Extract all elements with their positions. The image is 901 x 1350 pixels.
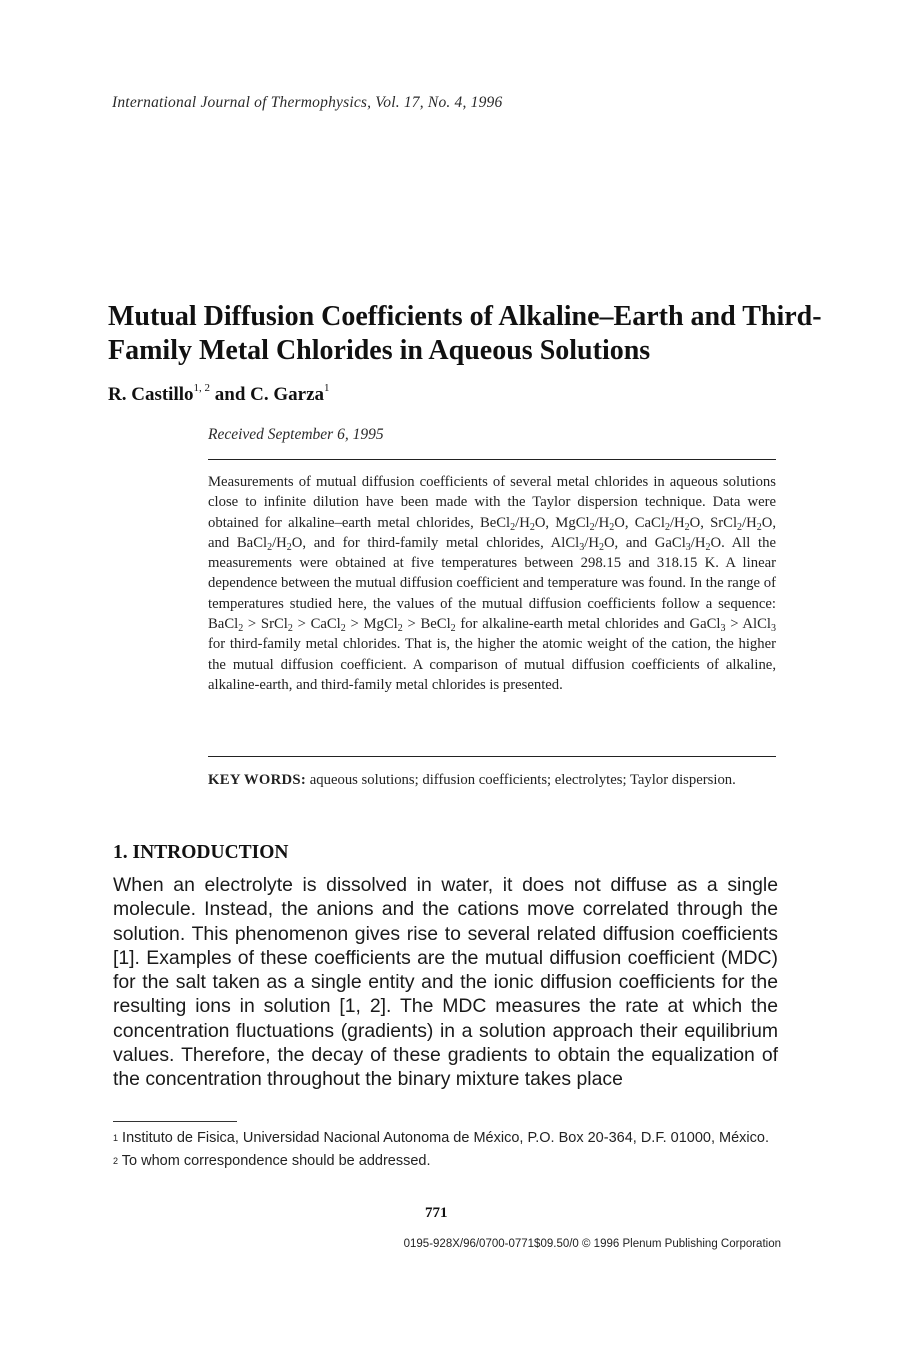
keywords-label: KEY WORDS:	[208, 772, 307, 788]
author-separator: and	[214, 384, 246, 405]
author-name: C. Garza	[250, 384, 325, 405]
page-number: 771	[425, 1205, 448, 1221]
author-line	[108, 384, 330, 406]
footnote-rule	[113, 1121, 237, 1122]
affiliation-marker: 1	[324, 382, 330, 394]
copyright-line: 0195-928X/96/0700-0771$09.50/0 © 1996 Plenum Publishing Corporation	[403, 1238, 781, 1250]
section-heading: 1. INTRODUCTION	[113, 842, 289, 863]
abstract-bottom-rule	[208, 756, 776, 757]
author-name: R. Castillo	[108, 384, 194, 405]
affiliation-marker: 1, 2	[193, 382, 210, 394]
abstract-top-rule	[208, 459, 776, 460]
article-title: Mutual Diffusion Coefficients of Alkaline–Earth and Third-Family Metal Chlorides in Aqueous Solutions	[108, 301, 822, 366]
footnotes	[113, 1128, 783, 1173]
footnote: $^1$ Instituto de Fisica, Universidad Nacional Autonoma de México, P.O. Box 20-364, D.F. 01000, México.	[113, 1130, 769, 1146]
received-date: Received September 6, 1995	[208, 426, 384, 443]
keywords-text: aqueous solutions; diffusion coefficients; electrolytes; Taylor dispersion.	[306, 772, 736, 788]
abstract: Measurements of mutual diffusion coefficients of several metal chlorides in aqueous solutions close to infinite dilution have been made with the Taylor dispersion technique. Data were obtained for alkaline–earth metal chlorides, $BeCl_2/H_2O$, $MgCl_2/H_2O$, $CaCl_2/H_2O$, $SrCl_2/H_2O$, and $BaCl_2/H_2O$, and for third-family metal chlorides, $AlCl_3/H_2O$, and $GaCl_3/H_2O$. All the measurements were obtained at five temperatures between 298.15 and 318.15 K. A linear dependence between the mutual diffusion coefficient and temperature was found. In the range of temperatures studied here, the values of the mutual diffusion coefficients follow a sequence: BaCl$_2$ > SrCl$_2$ > CaCl$_2$ > MgCl$_2$ > BeCl$_2$ for alkaline-earth metal chlorides and GaCl$_3$ > AlCl$_3$ for third-family metal chlorides. That is, the higher the atomic weight of the cation, the higher the mutual diffusion coefficient. A comparison of mutual diffusion coefficients of alkaline, alkaline-earth, and third-family metal chlorides is presented.	[208, 474, 776, 693]
footnote: $^2$ To whom correspondence should be addressed.	[113, 1152, 431, 1169]
journal-citation: International Journal of Thermophysics, Vol. 17, No. 4, 1996	[112, 94, 503, 111]
keywords	[208, 770, 776, 791]
introduction-paragraph: When an electrolyte is dissolved in water, it does not diffuse as a single molecule. Instead, the anions and the cations move correlated through the solution. This phenomenon gives rise to several related diffusion coefficients [1]. Examples of these coefficients are the mutual diffusion coefficient (MDC) for the salt taken as a single entity and the ionic diffusion coefficients for the resulting ions in solution [1, 2]. The MDC measures the rate at which the concentration fluctuations (gradients) in a solution approach their equilibrium values. Therefore, the decay of these gradients to obtain the equalization of the concentration throughout the binary mixture takes place	[113, 874, 778, 1091]
